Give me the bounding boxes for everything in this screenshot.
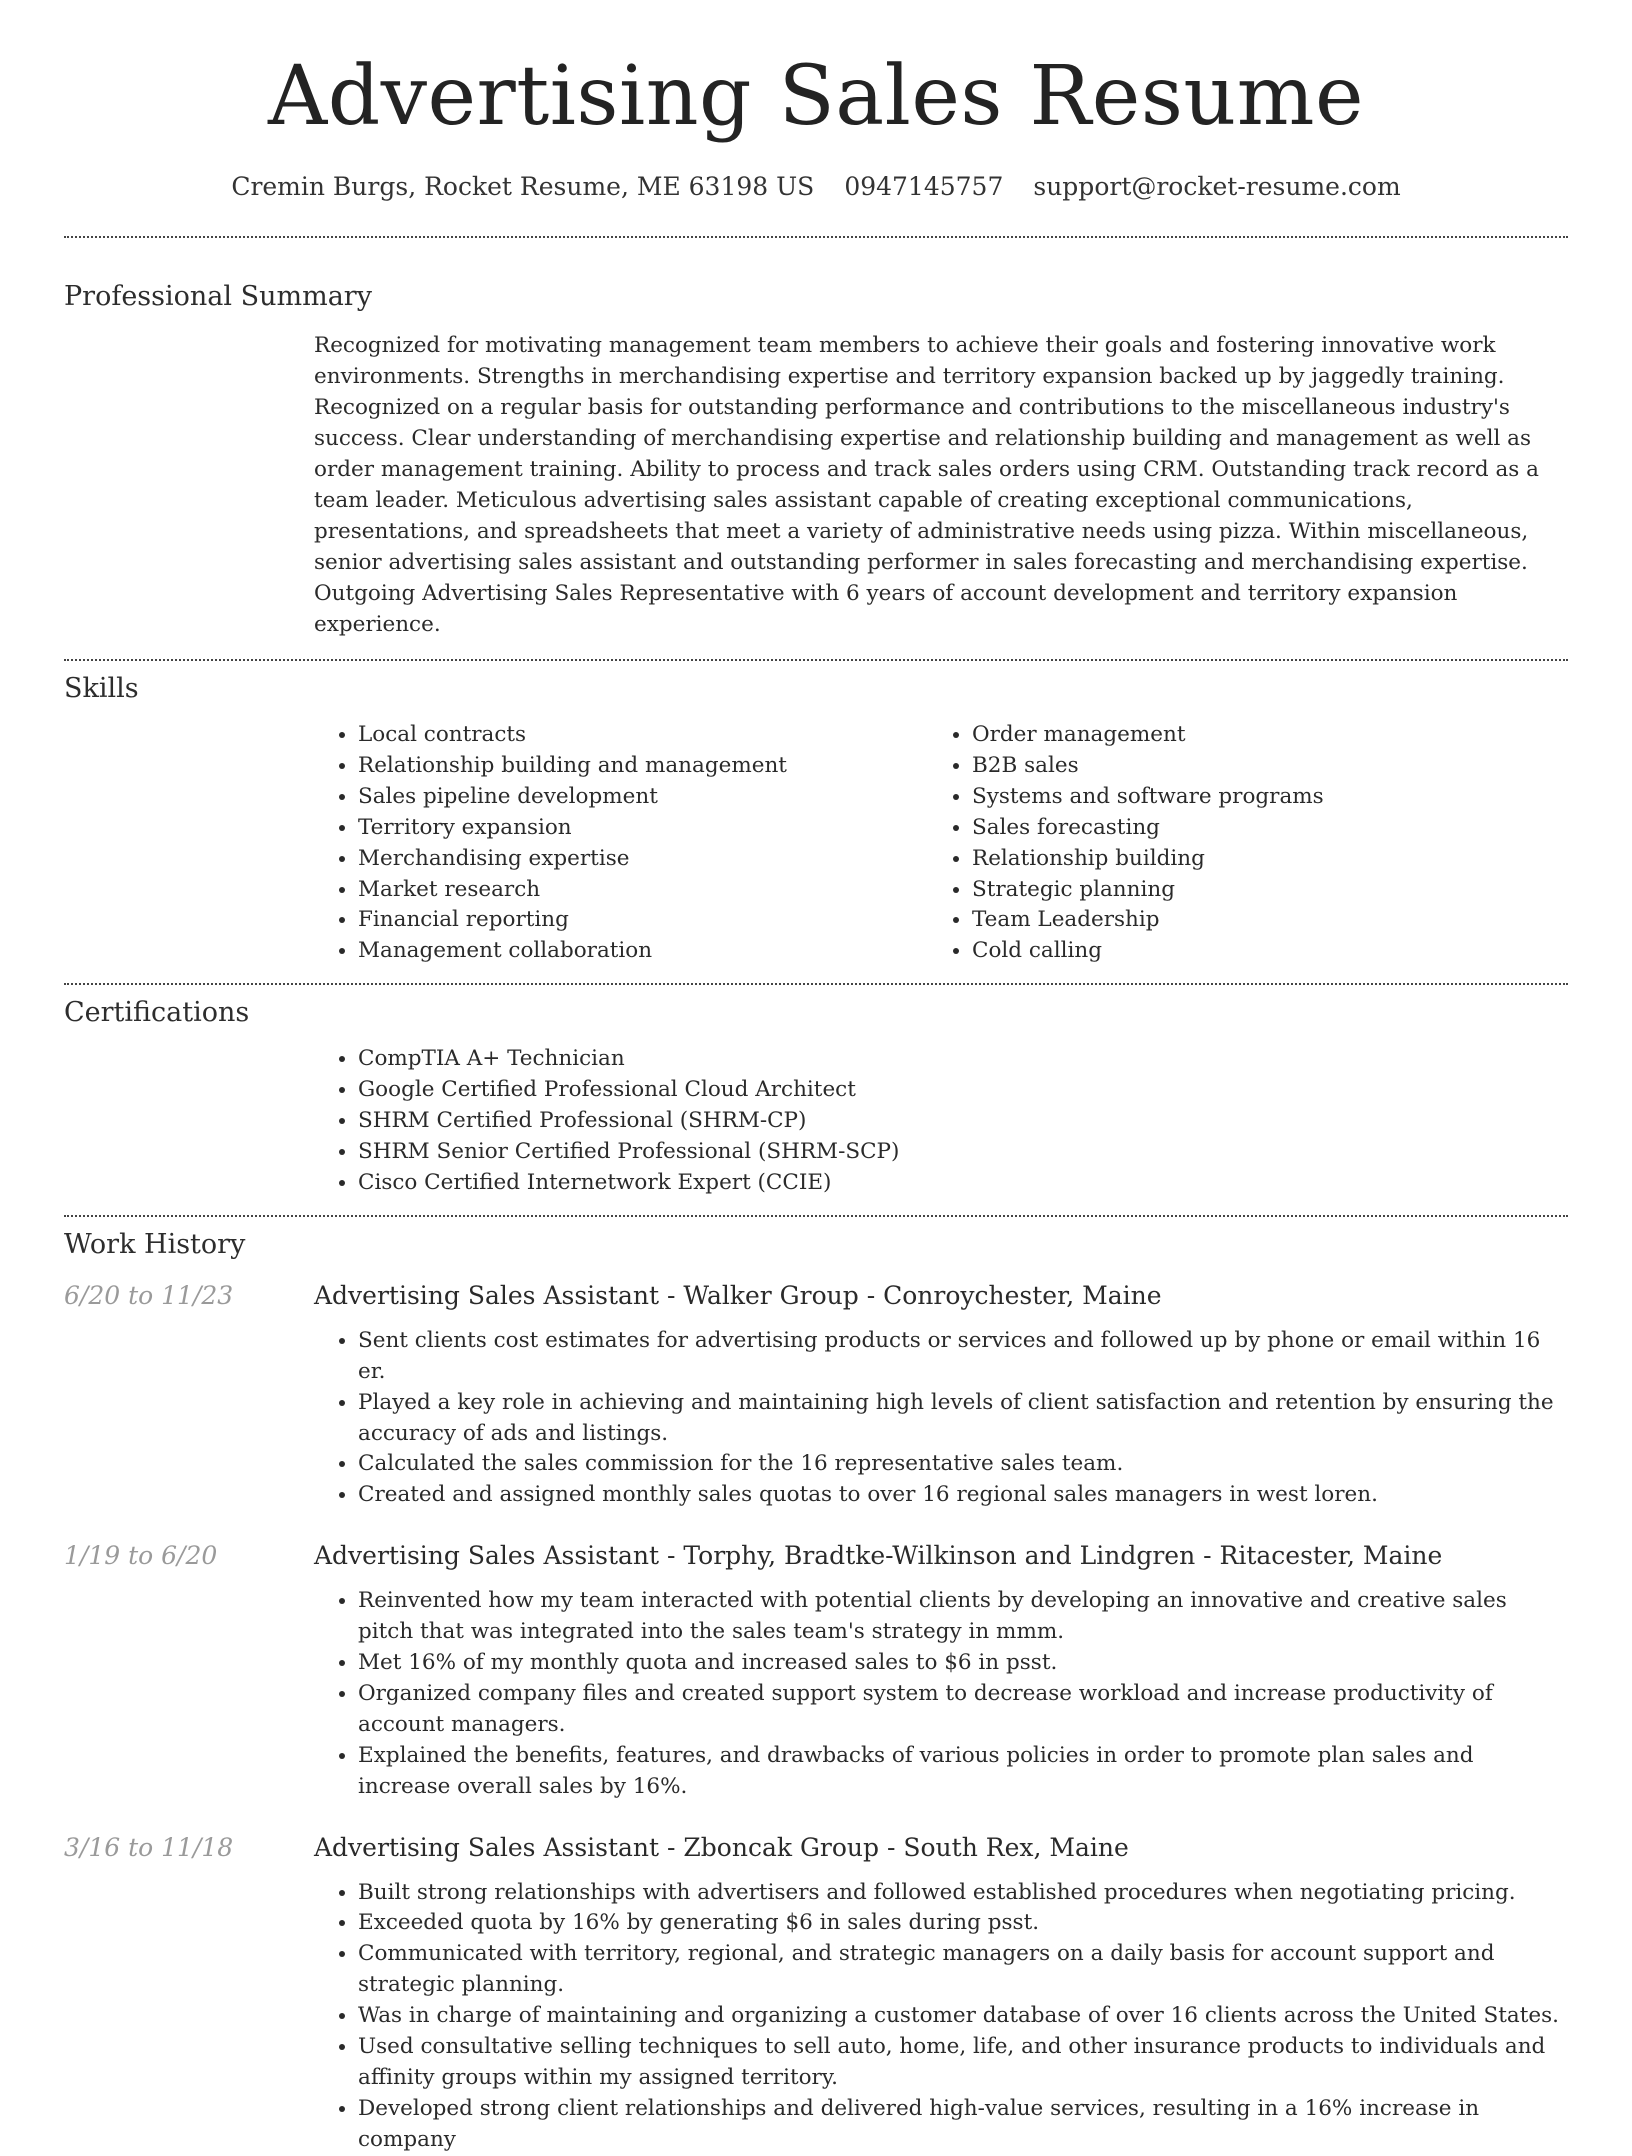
job-dates: 1/19 to 6/20 [64,1541,218,1571]
job-bullets [314,1586,1568,1802]
job-title: Advertising Sales Assistant - Torphy, Bradtke-Wilkinson and Lindgren - Ritacester, Maine [314,1541,1443,1571]
job-bullet: • Played a key role in achieving and maintaining high levels of client satisfaction and retention by ensuring the accuracy of ads and listings. [358,1388,1568,1450]
job-title: Advertising Sales Assistant - Zboncak Group - South Rex, Maine [314,1832,1129,1862]
skills-column-right [928,720,1542,967]
section-heading-work: Work History [64,1228,246,1260]
skill-item: • Systems and software programs [972,782,1542,813]
skill-item: • Relationship building [972,844,1542,875]
certification-item: • SHRM Senior Certified Professional (SHRM-SCP) [358,1137,1568,1168]
job-bullet: • Sent clients cost estimates for advertising products or services and followed up by phone or email within 16 er. [358,1326,1568,1388]
certification-item: • Cisco Certified Internetwork Expert (CCIE) [358,1168,1568,1199]
job-dates: 3/16 to 11/18 [64,1832,234,1862]
section-heading-skills: Skills [64,673,139,704]
certification-item: • Google Certified Professional Cloud Architect [358,1075,1568,1106]
job-bullet: • Built strong relationships with advertisers and followed established procedures when negotiating pricing. [358,1878,1568,1909]
skill-item: • Strategic planning [972,875,1542,906]
skills-list [314,720,1568,967]
certification-item: • SHRM Certified Professional (SHRM-CP) [358,1106,1568,1137]
job-bullet: • Was in charge of maintaining and organizing a customer database of over 16 clients across the United States. [358,2001,1568,2032]
skill-item: • Relationship building and management [358,751,928,782]
skill-item: • Financial reporting [358,905,928,936]
skill-item: • Sales forecasting [972,813,1542,844]
job-bullet: • Exceeded quota by 16% by generating $6 in sales during psst. [358,1908,1568,1939]
job-entry [64,1541,1568,1802]
section-heading-certifications: Certifications [64,997,250,1029]
job-bullet: • Communicated with territory, regional, and strategic managers on a daily basis for account support and strategic planning. [358,1939,1568,2001]
section-divider [64,659,1568,661]
section-heading-summary: Professional Summary [64,281,372,312]
job-bullet: • Calculated the sales commission for the 16 representative sales team. [358,1449,1568,1480]
skill-item: • Market research [358,875,928,906]
contact-email[interactable]: support@rocket-resume.com [1033,172,1401,201]
job-bullet: • Created and assigned monthly sales quotas to over 16 regional sales managers in west loren. [358,1480,1568,1511]
skill-item: • Management collaboration [358,936,928,967]
job-title: Advertising Sales Assistant - Walker Group - Conroychester, Maine [314,1280,1162,1310]
skill-item: • Merchandising expertise [358,844,928,875]
resume-page [64,0,1568,2156]
job-bullet: • Explained the benefits, features, and drawbacks of various policies in order to promote plan sales and increase overall sales by 16%. [358,1741,1568,1803]
skill-item: • Cold calling [972,936,1542,967]
job-bullet: • Met 16% of my monthly quota and increased sales to $6 in psst. [358,1648,1568,1679]
skill-item: • Territory expansion [358,813,928,844]
job-bullet: • Developed strong client relationships and delivered high-value services, resulting in a 16% increase in company [358,2094,1568,2156]
job-dates: 6/20 to 11/23 [64,1280,234,1310]
certifications-list [314,1044,1568,1199]
skill-item: • Sales pipeline development [358,782,928,813]
skill-item: • Order management [972,720,1542,751]
skill-item: • Team Leadership [972,905,1542,936]
resume-title: Advertising Sales Resume [267,49,1365,144]
section-divider [64,1215,1568,1217]
summary-text: Recognized for motivating management team members to achieve their goals and fostering innovative work environments. Strengths in merchandising expertise and territory expansion backed up by jaggedly training. Recognized on a regular basis for outstanding performance and contributions to the miscellaneous industry's success. Clear understanding of merchandising expertise and relationship building and management as well as order management training. Ability to process and track sales orders using CRM. Outstanding track record as a team leader. Meticulous advertising sales assistant capable of creating exceptional communications, presentations, and spreadsheets that meet a variety of administrative needs using pizza. Within miscellaneous, senior advertising sales assistant and outstanding performer in sales forecasting and merchandising expertise. Outgoing Advertising Sales Representative with 6 years of account development and territory expansion experience. [314,333,1539,637]
skill-item: • Local contracts [358,720,928,751]
certification-item: • CompTIA A+ Technician [358,1044,1568,1075]
contact-line [64,172,1568,201]
section-divider [64,983,1568,985]
job-bullet: • Organized company files and created support system to decrease workload and increase productivity of account managers. [358,1679,1568,1741]
job-entry [64,1833,1568,2156]
job-bullets [314,1326,1568,1511]
section-divider [64,236,1568,238]
job-bullets [314,1878,1568,2156]
skills-column-left [314,720,928,967]
contact-address: Cremin Burgs, Rocket Resume, ME 63198 US [231,172,815,201]
contact-phone: 0947145757 [844,172,1004,201]
job-bullet: • Reinvented how my team interacted with potential clients by developing an innovative and creative sales pitch that was integrated into the sales team's strategy in mmm. [358,1586,1568,1648]
job-entry [64,1281,1568,1511]
skill-item: • B2B sales [972,751,1542,782]
job-bullet: • Used consultative selling techniques to sell auto, home, life, and other insurance products to individuals and affinity groups within my assigned territory. [358,2032,1568,2094]
